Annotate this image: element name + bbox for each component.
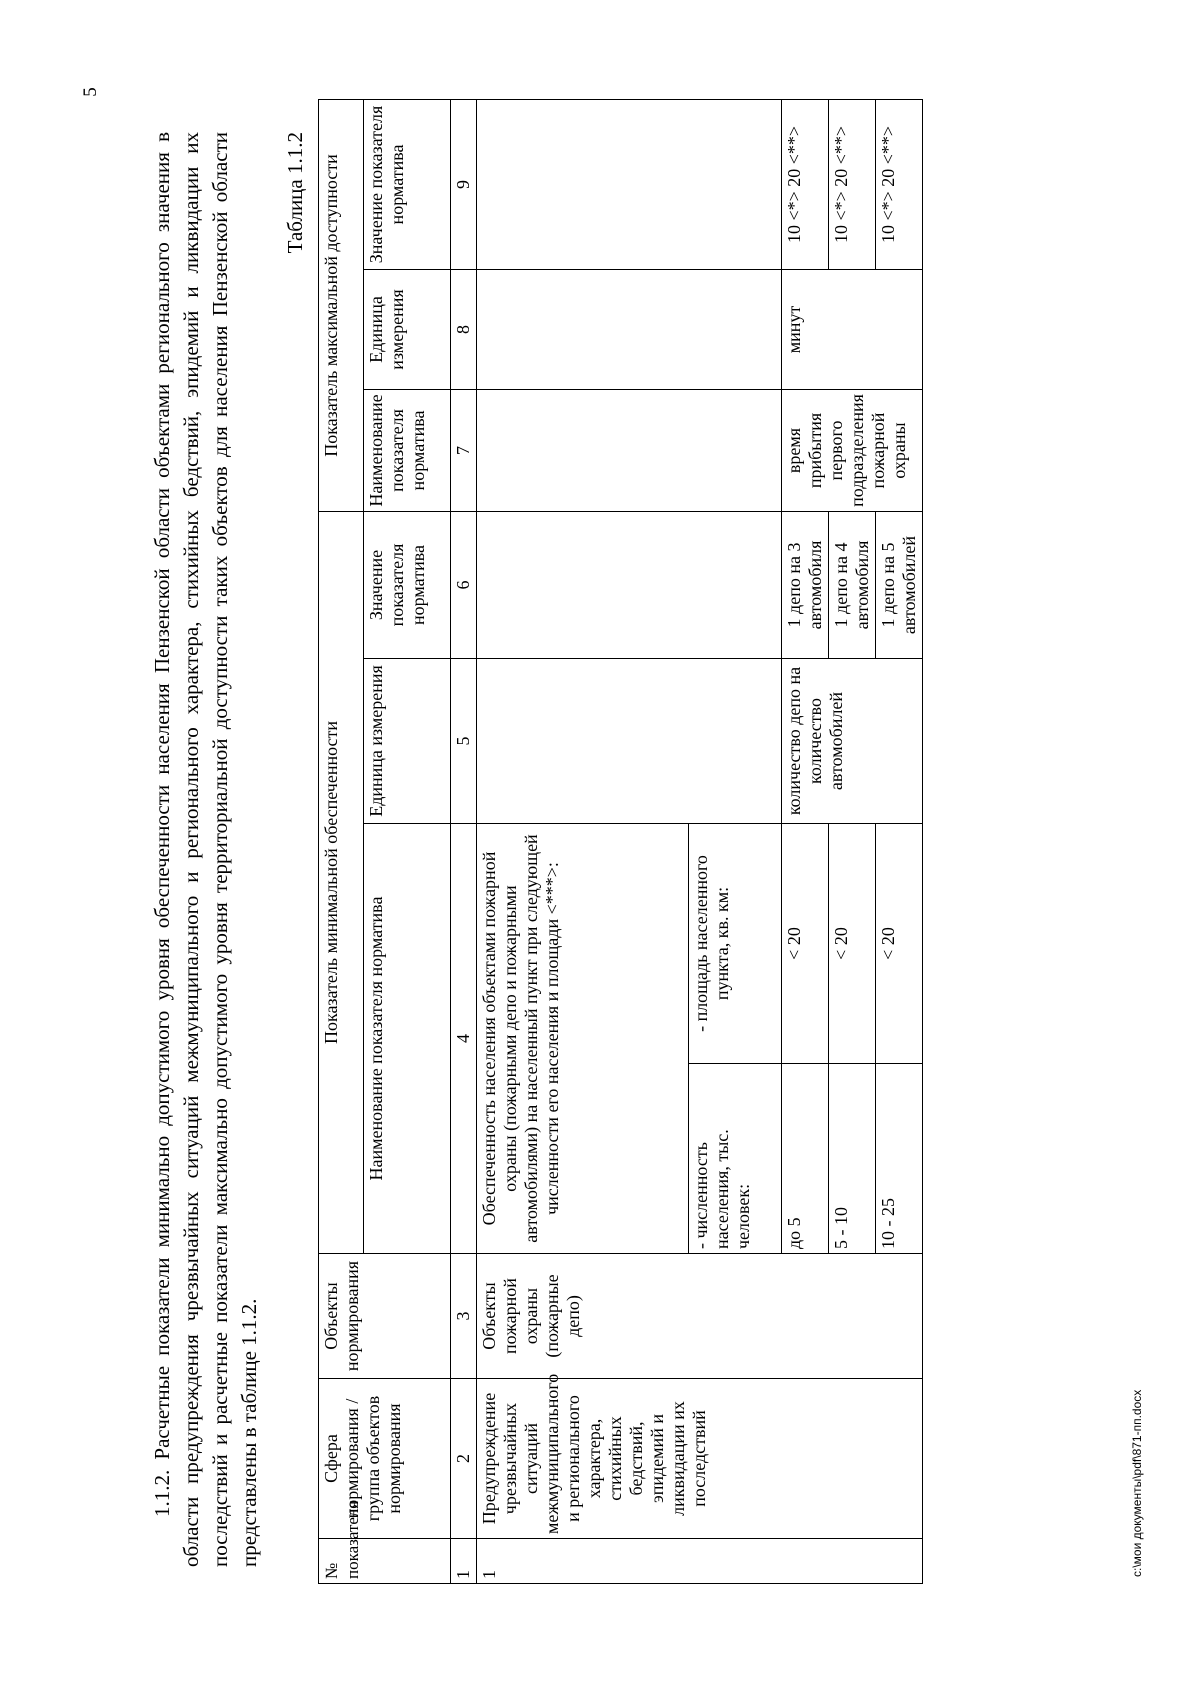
column-number: 9 [451, 99, 477, 269]
column-number: 4 [451, 824, 477, 1254]
column-number-row [451, 99, 477, 1583]
header-col7: Наименование показателя норматива [364, 389, 451, 511]
norms-table [318, 99, 923, 1584]
header-group-max: Показатель максимальной доступности [319, 99, 364, 511]
sphere-cell: Предупреждение чрезвычайных ситуаций межмуниципального и регионального характера, стихийных бедствий, эпидемий и ликвидации их последствий [477, 1379, 923, 1539]
header-col9: Значение показателя норматива [364, 99, 451, 269]
header-col1: № показателя [319, 1539, 451, 1584]
norm-value-cell: 1 депо на 4 автомобиля [829, 511, 876, 658]
column-number: 1 [451, 1539, 477, 1584]
population-cell: 5 - 10 [829, 1161, 876, 1254]
empty-unit-cell [477, 659, 782, 824]
norm-value-cell: 1 депо на 3 автомобиля [782, 511, 829, 658]
column-number: 3 [451, 1254, 477, 1379]
empty-value-cell [477, 511, 782, 658]
unit-min-cell: количество депо на количество автомобилей [782, 659, 923, 824]
row-number: 1 [477, 1539, 923, 1584]
indicator-max-name-cell: время прибытия первого подразделения пожарной охраны [782, 389, 923, 511]
indicator-name-cell: Обеспеченность населения объектами пожарной охраны (пожарными депо и пожарными автомобилями) на населенный пункт при следующей численности его населения и площади <***>: [477, 824, 689, 1254]
population-cell: до 5 [782, 1161, 829, 1254]
page-number: 5 [80, 87, 101, 97]
spacer-cell [876, 1064, 923, 1161]
header-col4: Наименование показателя норматива [364, 824, 451, 1254]
column-number: 5 [451, 659, 477, 824]
header-col3: Объекты нормирования [319, 1254, 451, 1379]
area-label-cell: - площадь населенного пункта, кв. км: [689, 824, 782, 1064]
column-number: 6 [451, 511, 477, 658]
footer-file-path: c:\мои документы\pdf\871-пп.docx [1130, 1389, 1144, 1577]
header-col5: Единица измерения [364, 659, 451, 824]
population-cell: 10 - 25 [876, 1161, 923, 1254]
max-value-cell: 10 <*> 20 <**> [782, 99, 829, 269]
population-label-cell: - численность населения, тыс. человек: [689, 1064, 782, 1254]
unit-max-cell: минут [782, 269, 923, 389]
norm-value-cell: 1 депо на 5 автомобилей [876, 511, 923, 658]
header-col6: Значение показателя норматива [364, 511, 451, 658]
area-cell: < 20 [876, 824, 923, 1064]
column-number: 8 [451, 269, 477, 389]
header-col8: Единица измерения [364, 269, 451, 389]
max-value-cell: 10 <*> 20 <**> [829, 99, 876, 269]
max-value-cell: 10 <*> 20 <**> [876, 99, 923, 269]
objects-cell: Объекты пожарной охраны (пожарные депо) [477, 1254, 923, 1379]
area-cell: < 20 [829, 824, 876, 1064]
column-number: 2 [451, 1379, 477, 1539]
spacer-cell [829, 1064, 876, 1161]
intro-paragraph: 1.1.2. Расчетные показатели минимально допустимого уровня обеспеченности населения Пензенской области объектами регионального значения в области предупреждения чрезвычайных ситуаций межмуниципального и регионального характера, стихийных бедствий, эпидемий и ликвидации их последствий и расчетные показатели максимально допустимого уровня территориальной доступности таких объектов для населения Пензенской области представлены в таблице 1.1.2. [150, 132, 261, 1567]
empty-max-name-cell [477, 389, 782, 511]
table-header-row-1 [319, 99, 364, 1583]
table-row [477, 99, 689, 1583]
area-cell: < 20 [782, 824, 829, 1064]
column-number: 7 [451, 389, 477, 511]
spacer-cell [782, 1064, 829, 1161]
header-col2: Сфера нормирования / группа объектов нормирования [319, 1379, 451, 1539]
header-group-min: Показатель минимальной обеспеченности [319, 511, 364, 1253]
empty-max-unit-cell [477, 269, 782, 389]
empty-max-value-cell [477, 99, 782, 269]
table-caption: Таблица 1.1.2 [283, 132, 307, 254]
